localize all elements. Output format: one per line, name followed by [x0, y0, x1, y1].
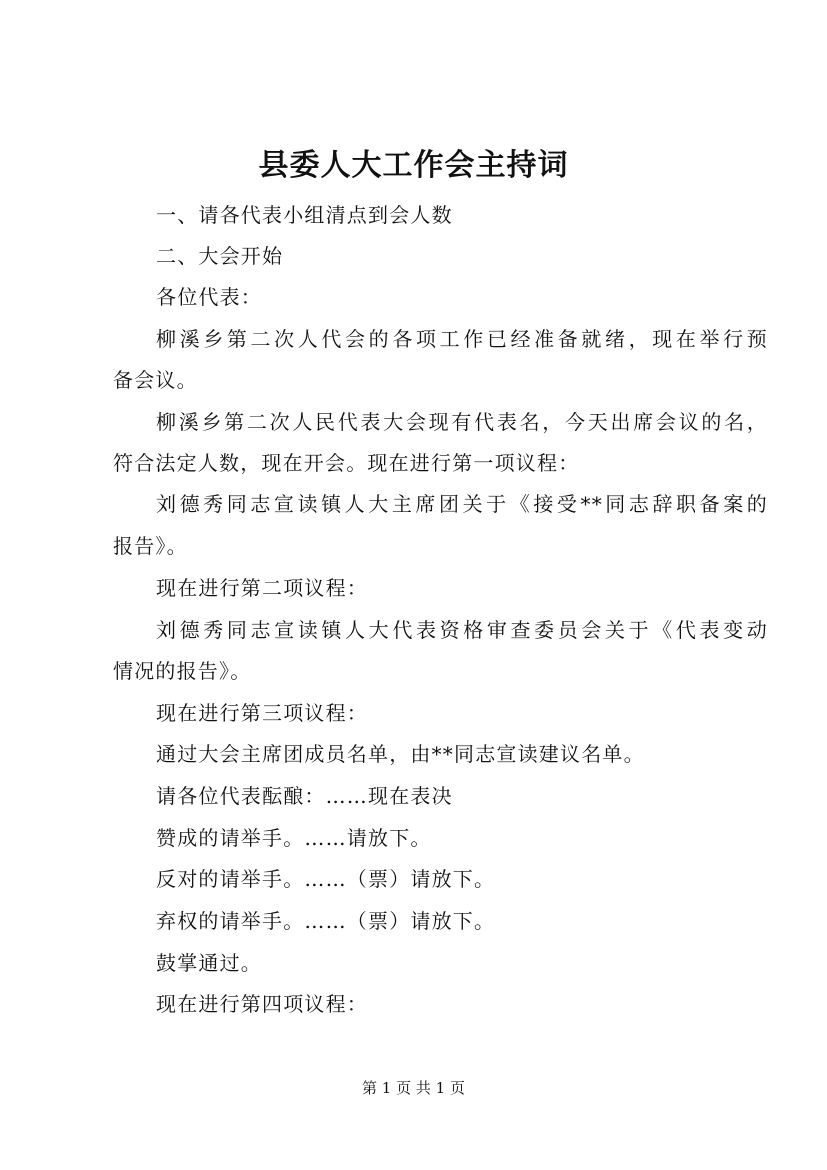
paragraph-line: 一、请各代表小组清点到会人数 [156, 203, 453, 227]
paragraph-line: 柳溪乡第二次人代会的各项工作已经准备就绪，现在举行预 [156, 327, 768, 351]
document-title: 县委人大工作会主持词 [258, 148, 569, 183]
paragraph-line: 报告》。 [113, 534, 188, 558]
paragraph-line: 各位代表： [156, 285, 262, 309]
paragraph-line: 情况的报告》。 [113, 659, 252, 683]
paragraph-line: 刘德秀同志宣读镇人大代表资格审查委员会关于《代表变动 [156, 618, 768, 642]
page-footer: 第 1 页 共 1 页 [362, 1079, 465, 1097]
paragraph-line: 请各位代表酝酿：……现在表决 [156, 784, 453, 808]
paragraph-line: 现在进行第四项议程： [156, 992, 368, 1016]
paragraph-line: 鼓掌通过。 [156, 951, 262, 975]
paragraph-line: 柳溪乡第二次人民代表大会现有代表名，今天出席会议的名， [156, 410, 768, 434]
paragraph-line: 刘德秀同志宣读镇人大主席团关于《接受**同志辞职备案的 [156, 492, 768, 516]
paragraph-line: 二、大会开始 [156, 244, 284, 268]
paragraph-line: 现在进行第二项议程： [156, 576, 368, 600]
paragraph-line: 赞成的请举手。……请放下。 [156, 826, 432, 850]
paragraph-line: 反对的请举手。……（票）请放下。 [156, 867, 496, 891]
paragraph-line: 弃权的请举手。……（票）请放下。 [156, 909, 496, 933]
paragraph-line: 符合法定人数，现在开会。现在进行第一项议程： [113, 451, 580, 475]
paragraph-line: 备会议。 [113, 368, 198, 392]
paragraph-line: 通过大会主席团成员名单，由**同志宣读建议名单。 [156, 742, 645, 766]
paragraph-line: 现在进行第三项议程： [156, 701, 368, 725]
